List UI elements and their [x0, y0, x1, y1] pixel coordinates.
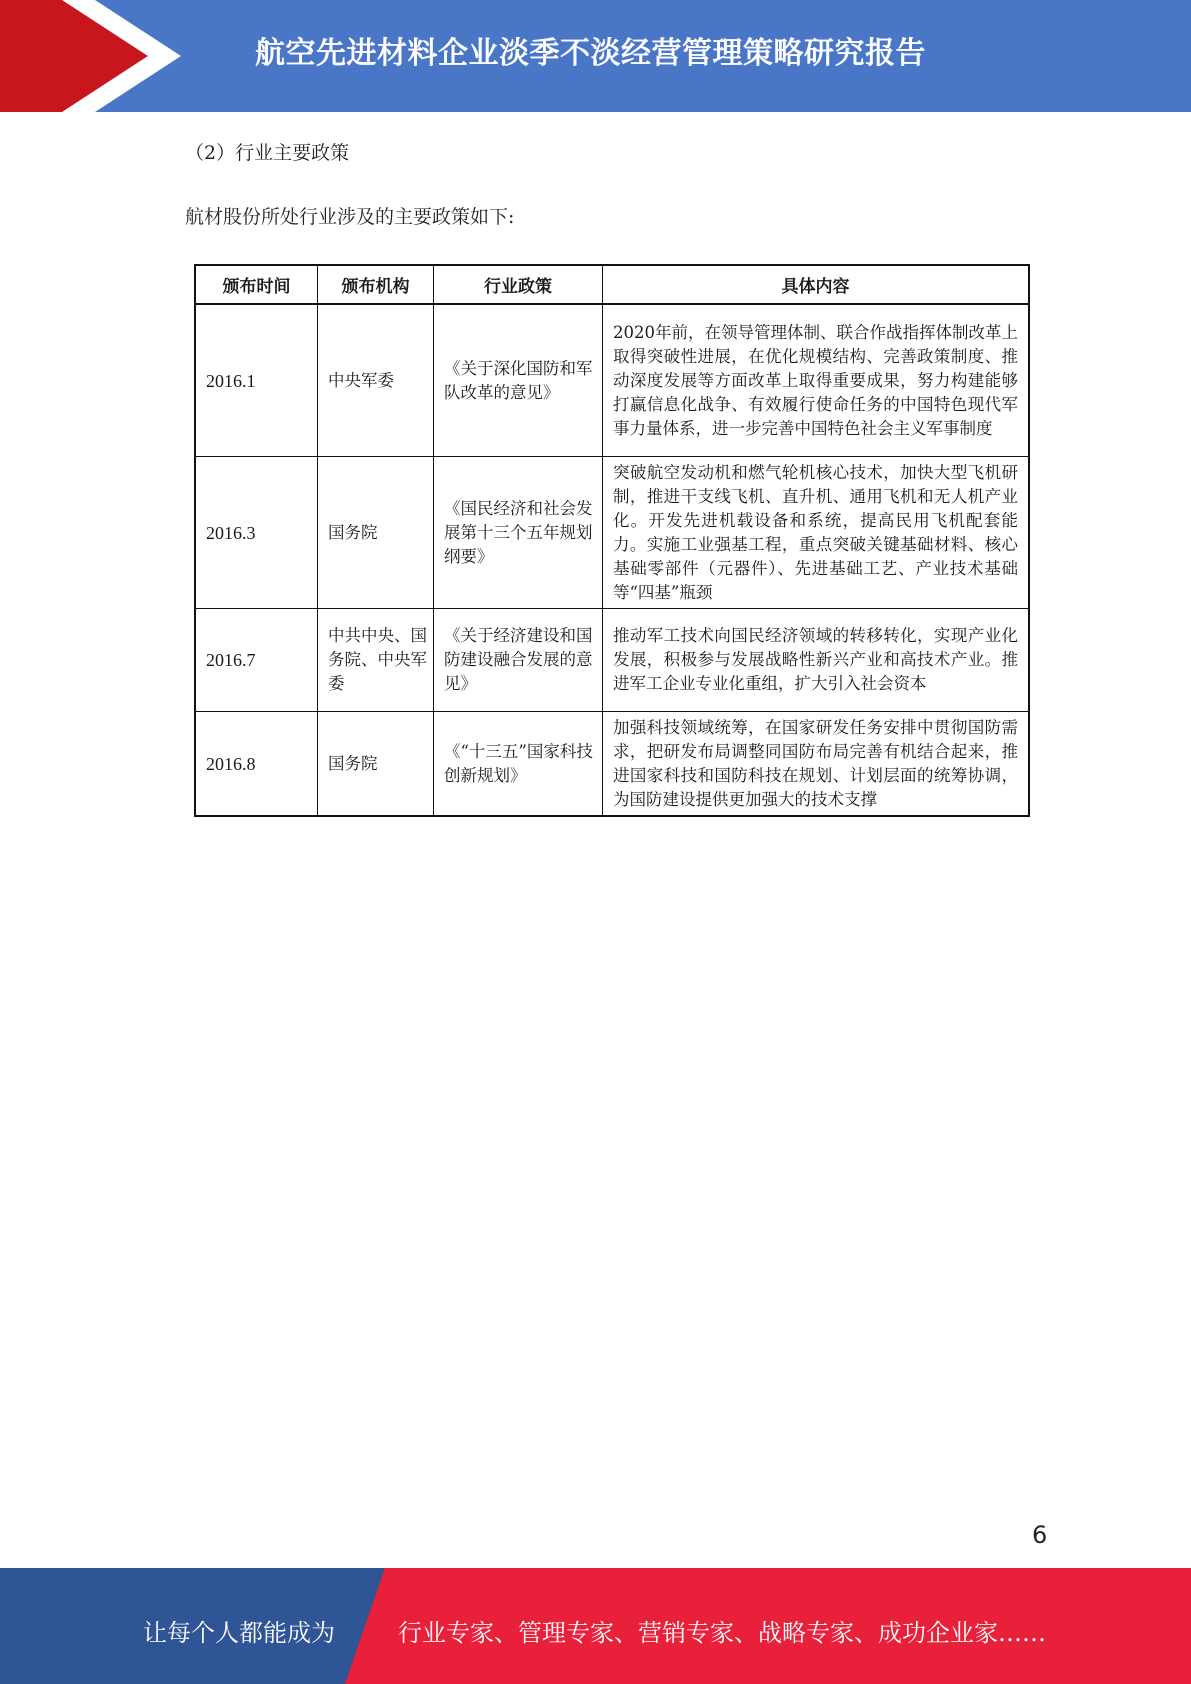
- cell-date: 2016.7: [195, 609, 318, 712]
- cell-org: 国务院: [318, 712, 434, 817]
- col-header-org: 颁布机构: [318, 265, 434, 304]
- table-row: [195, 609, 1029, 712]
- footer-slogan-right: 行业专家、管理专家、营销专家、战略专家、成功企业家……: [398, 1619, 1046, 1647]
- table-row: [195, 712, 1029, 817]
- cell-policy: 《国民经济和社会发展第十三个五年规划纲要》: [434, 457, 603, 609]
- cell-content: 突破航空发动机和燃气轮机核心技术，加快大型飞机研制，推进干支线飞机、直升机、通用飞机和无人机产业化。开发先进机载设备和系统，提高民用飞机配套能力。实施工业强基工程，重点突破关键基础材料、核心基础零部件（元器件）、先进基础工艺、产业技术基础等“四基”瓶颈: [603, 457, 1030, 609]
- footer-slogan-left: 让每个人都能成为: [143, 1619, 335, 1647]
- table-header-row: [195, 265, 1029, 304]
- page-number: 6: [1032, 1521, 1048, 1549]
- cell-policy: 《“十三五”国家科技创新规划》: [434, 712, 603, 817]
- header-banner: [0, 0, 1191, 112]
- cell-policy: 《关于深化国防和军队改革的意见》: [434, 304, 603, 457]
- cell-content: 加强科技领域统筹，在国家研发任务安排中贯彻国防需求，把研发布局调整同国防布局完善有机结合起来，推进国家科技和国防科技在规划、计划层面的统筹协调，为国防建设提供更加强大的技术支撑: [603, 712, 1030, 817]
- cell-org: 国务院: [318, 457, 434, 609]
- cell-date: 2016.1: [195, 304, 318, 457]
- section-heading: （2）行业主要政策: [185, 142, 350, 164]
- footer-banner: [0, 1568, 1191, 1684]
- cell-content: 2020年前，在领导管理体制、联合作战指挥体制改革上取得突破性进展，在优化规模结构、完善政策制度、推动深度发展等方面改革上取得重要成果，努力构建能够打赢信息化战争、有效履行使命任务的中国特色现代军事力量体系，进一步完善中国特色社会主义军事制度: [603, 304, 1030, 457]
- table-row: [195, 457, 1029, 609]
- table-row: [195, 304, 1029, 457]
- cell-policy: 《关于经济建设和国防建设融合发展的意见》: [434, 609, 603, 712]
- cell-date: 2016.3: [195, 457, 318, 609]
- col-header-policy: 行业政策: [434, 265, 603, 304]
- cell-date: 2016.8: [195, 712, 318, 817]
- cell-org: 中共中央、国务院、中央军委: [318, 609, 434, 712]
- col-header-date: 颁布时间: [195, 265, 318, 304]
- cell-org: 中央军委: [318, 304, 434, 457]
- intro-paragraph: 航材股份所处行业涉及的主要政策如下:: [185, 206, 515, 228]
- col-header-content: 具体内容: [603, 265, 1030, 304]
- policy-table: [194, 264, 1030, 817]
- cell-content: 推动军工技术向国民经济领域的转移转化，实现产业化发展，积极参与发展战略性新兴产业和高技术产业。推进军工企业专业化重组，扩大引入社会资本: [603, 609, 1030, 712]
- report-title: 航空先进材料企业淡季不淡经营管理策略研究报告: [255, 36, 926, 71]
